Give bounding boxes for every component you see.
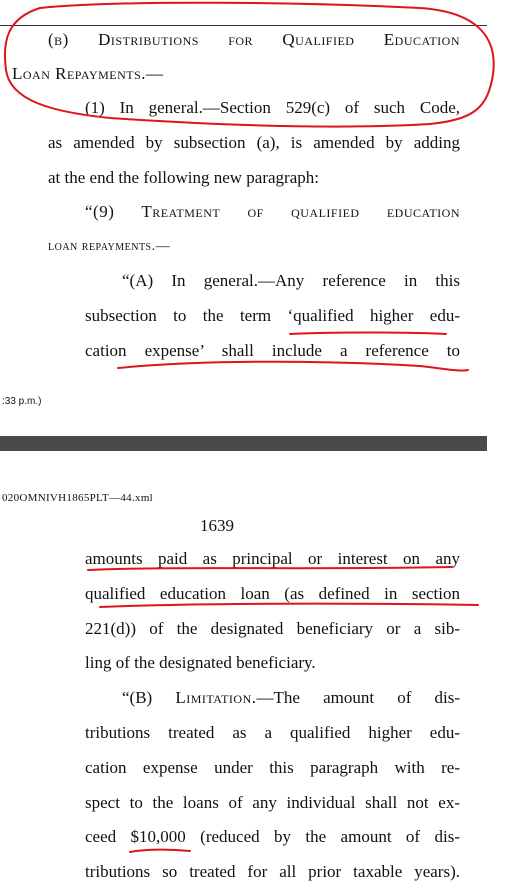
- paragraph-A-line3: cation expense’ shall include a reference to: [85, 341, 460, 360]
- paragraph-B-line1: [122, 688, 460, 708]
- continuation-line3: 221(d)) of the designated beneficiary or a sib-: [85, 619, 460, 638]
- underline-qualified-higher-edu: [290, 333, 446, 335]
- paragraph-1-line3: at the end the following new paragraph:: [48, 168, 319, 187]
- page-separator-bar: [0, 436, 487, 451]
- subsection-b-heading-line2: Loan Repayments.—: [12, 64, 164, 83]
- paragraph-B-open: “(B): [122, 688, 176, 707]
- paragraph-B-line5: ceed $10,000 (reduced by the amount of dis-: [85, 827, 460, 846]
- continuation-line4: ling of the designated beneficiary.: [85, 653, 316, 672]
- file-header: 020OMNIVH1865PLT—44.xml: [2, 492, 154, 504]
- paragraph-A-line2: subsection to the term ‘qualified higher edu-: [85, 306, 460, 325]
- paragraph-9-heading-line2: loan repayments.—: [48, 239, 171, 254]
- paragraph-B-line2: tributions treated as a qualified higher edu-: [85, 723, 460, 742]
- subsection-b-heading-line1: (b) Distributions for Qualified Education: [48, 30, 460, 49]
- page-footer-timestamp: :33 p.m.): [2, 396, 42, 407]
- top-rule: [0, 25, 487, 26]
- underline-cation-expense: [118, 362, 468, 371]
- paragraph-B-line4: spect to the loans of any individual shall not ex-: [85, 793, 460, 812]
- page-number: 1639: [200, 516, 234, 535]
- continuation-line1: amounts paid as principal or interest on any: [85, 549, 460, 568]
- paragraph-B-rest: —The amount of dis-: [256, 688, 460, 707]
- underline-qualified-loan: [100, 604, 478, 607]
- paragraph-1-line1: (1) In general.—Section 529(c) of such Code,: [85, 98, 460, 117]
- underline-10000: [130, 850, 190, 852]
- continuation-line2: qualified education loan (as defined in section: [85, 584, 460, 603]
- paragraph-B-label: Limitation.: [175, 688, 257, 707]
- paragraph-B-line3: cation expense under this paragraph with re-: [85, 758, 460, 777]
- paragraph-A-line1: “(A) In general.—Any reference in this: [122, 271, 460, 290]
- paragraph-9-heading-line1: “(9) Treatment of qualified education: [85, 202, 460, 221]
- paragraph-1-line2: as amended by subsection (a), is amended by adding: [48, 133, 460, 152]
- paragraph-B-line6: tributions so treated for all prior taxable years).: [85, 862, 460, 881]
